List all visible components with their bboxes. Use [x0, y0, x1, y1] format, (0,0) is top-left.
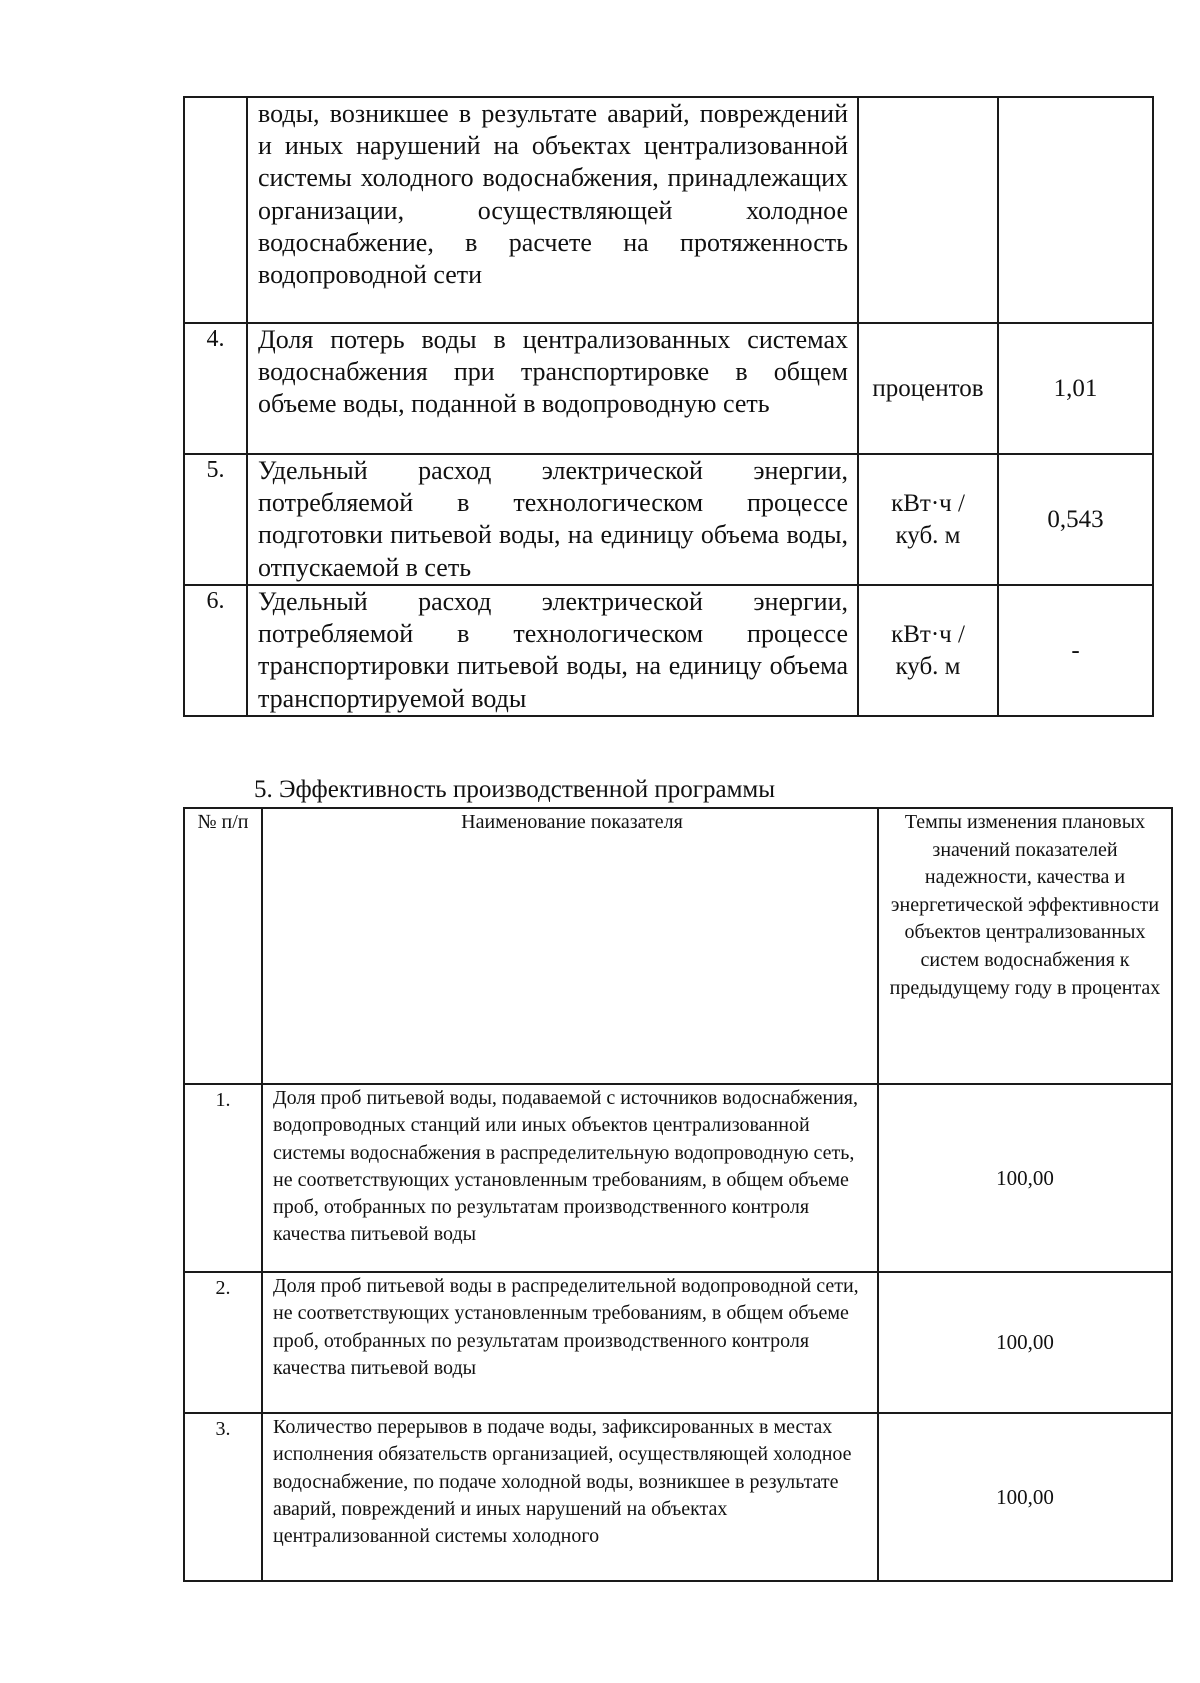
table-row — [184, 323, 1153, 454]
unit-of-measure — [858, 97, 998, 323]
table-row — [184, 1413, 1172, 1581]
indicator-name: Доля проб питьевой воды в распределительной водопроводной сети, не соответствующих установленным требованиям, в общем объеме проб, отобранных по результатам производственного контроля качества питьевой воды — [262, 1272, 878, 1413]
change-rate-value: 100,00 — [878, 1272, 1172, 1413]
table-row — [184, 454, 1153, 585]
row-number: 1. — [184, 1084, 262, 1272]
table-row — [184, 1272, 1172, 1413]
table-row — [184, 1084, 1172, 1272]
table-row — [184, 97, 1153, 323]
table-header-row — [184, 808, 1172, 1084]
row-number: 6. — [184, 585, 247, 716]
change-rate-value: 100,00 — [878, 1413, 1172, 1581]
header-number: № п/п — [184, 808, 262, 1084]
row-number — [184, 97, 247, 323]
header-indicator-name: Наименование показателя — [262, 808, 878, 1084]
indicator-value: - — [998, 585, 1153, 716]
efficiency-table — [183, 807, 1173, 1582]
indicator-name: Доля потерь воды в централизованных системах водоснабжения при транспортировке в общем объеме воды, поданной в водопроводную сеть — [247, 323, 858, 454]
row-number: 4. — [184, 323, 247, 454]
indicators-table-continued — [183, 96, 1154, 717]
unit-of-measure: кВт·ч / куб. м — [858, 454, 998, 585]
indicator-value: 1,01 — [998, 323, 1153, 454]
section-title: 5. Эффективность производственной программы — [254, 776, 776, 803]
row-number: 3. — [184, 1413, 262, 1581]
indicator-name: Доля проб питьевой воды, подаваемой с источников водоснабжения, водопроводных станций или иных объектов централизованной системы водоснабжения в распределительную водопроводную сеть, не соответствующих установленным требованиям, в общем объеме проб, отобранных по результатам производственного контроля качества питьевой воды — [262, 1084, 878, 1272]
indicator-name: Удельный расход электрической энергии, потребляемой в технологическом процессе подготовки питьевой воды, на единицу объема воды, отпускаемой в сеть — [247, 454, 858, 585]
table-row — [184, 585, 1153, 716]
indicator-value: 0,543 — [998, 454, 1153, 585]
row-number: 5. — [184, 454, 247, 585]
indicator-name: Удельный расход электрической энергии, потребляемой в технологическом процессе транспортировки питьевой воды, на единицу объема транспортируемой воды — [247, 585, 858, 716]
row-number: 2. — [184, 1272, 262, 1413]
indicator-value — [998, 97, 1153, 323]
unit-of-measure: процентов — [858, 323, 998, 454]
indicator-name: Количество перерывов в подаче воды, зафиксированных в местах исполнения обязательств организацией, осуществляющей холодное водоснабжение, по подаче холодной воды, возникшее в результате аварий, повреждений и иных нарушений на объектах централизованной системы холодного — [262, 1413, 878, 1581]
change-rate-value: 100,00 — [878, 1084, 1172, 1272]
unit-of-measure: кВт·ч / куб. м — [858, 585, 998, 716]
indicator-name: воды, возникшее в результате аварий, повреждений и иных нарушений на объектах централизованной системы холодного водоснабжения, принадлежащих организации, осуществляющей холодное водоснабжение, в расчете на протяженность водопроводной сети — [247, 97, 858, 323]
header-change-rate: Темпы изменения плановых значений показателей надежности, качества и энергетической эффективности объектов централизованных систем водоснабжения к предыдущему году в процентах — [878, 808, 1172, 1084]
